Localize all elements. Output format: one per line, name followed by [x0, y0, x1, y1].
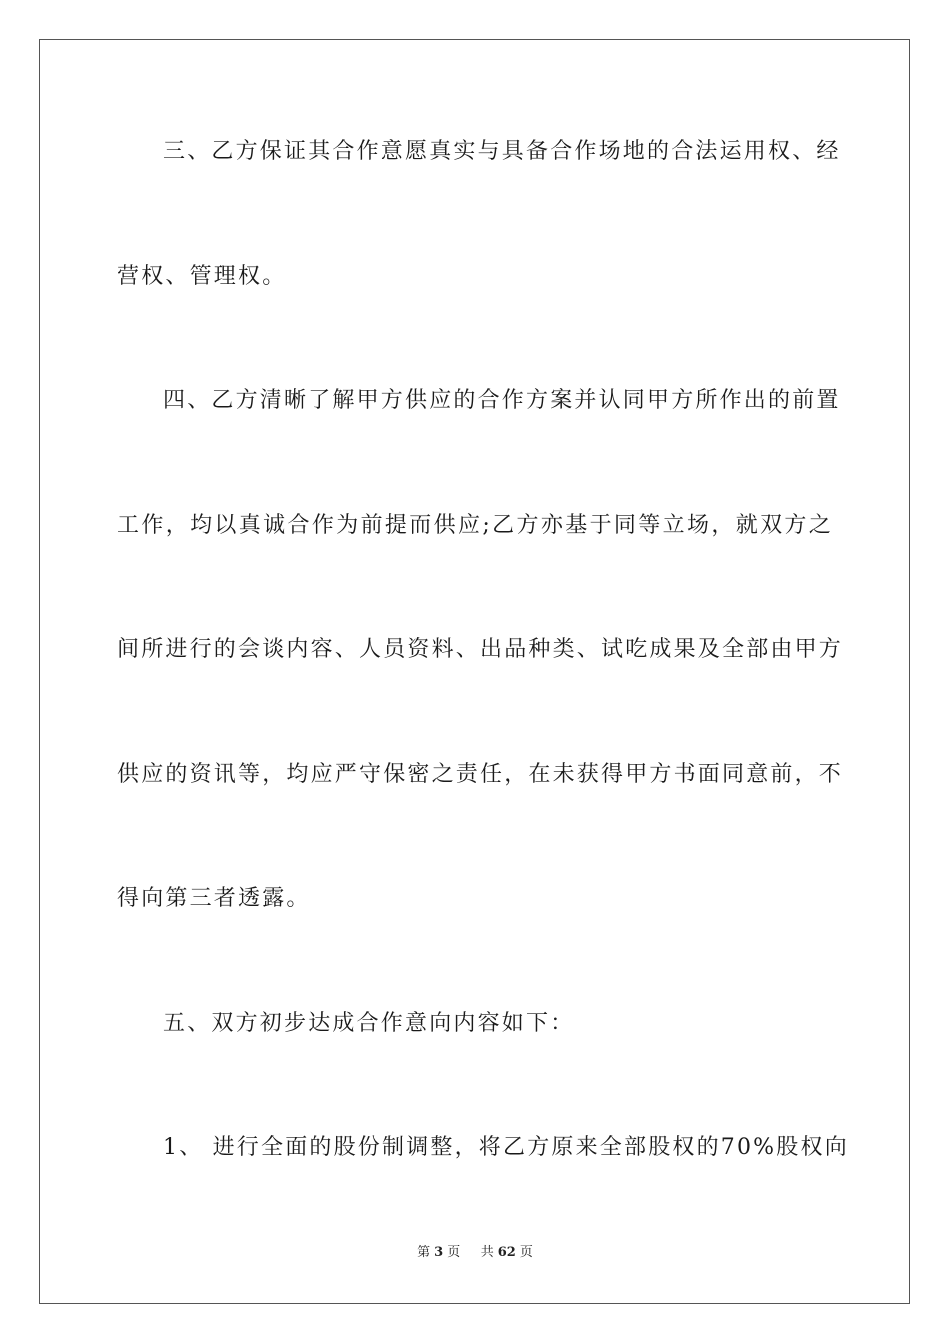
footer-page-prefix: 第 [417, 1245, 431, 1260]
footer-total-prefix: 共 [480, 1245, 494, 1260]
paragraph-line: 三、乙方保证其合作意愿真实与具备合作场地的合法运用权、经 [163, 139, 841, 164]
paragraph-line: 四、乙方清晰了解甲方供应的合作方案并认同甲方所作出的前置 [163, 388, 841, 413]
page-frame [39, 39, 910, 1304]
footer-page-suffix: 页 [447, 1245, 461, 1260]
paragraph-line: 得向第三者透露。 [117, 886, 311, 911]
paragraph-line: 1、 进行全面的股份制调整，将乙方原来全部股权的70%股权向 [163, 1135, 849, 1160]
paragraph-line: 间所进行的会谈内容、人员资料、出品种类、试吃成果及全部由甲方 [117, 637, 844, 662]
paragraph-line: 营权、管理权。 [117, 264, 287, 289]
paragraph-line: 供应的资讯等，均应严守保密之责任，在未获得甲方书面同意前，不 [117, 762, 844, 787]
footer-total-pages: 62 [497, 1245, 516, 1260]
page-footer [0, 1244, 950, 1262]
footer-total-suffix: 页 [519, 1245, 533, 1260]
paragraph-line: 五、双方初步达成合作意向内容如下： [163, 1011, 575, 1036]
footer-page-number: 3 [434, 1245, 444, 1260]
paragraph-line: 工作，均以真诚合作为前提而供应;乙方亦基于同等立场，就双方之 [117, 513, 833, 538]
